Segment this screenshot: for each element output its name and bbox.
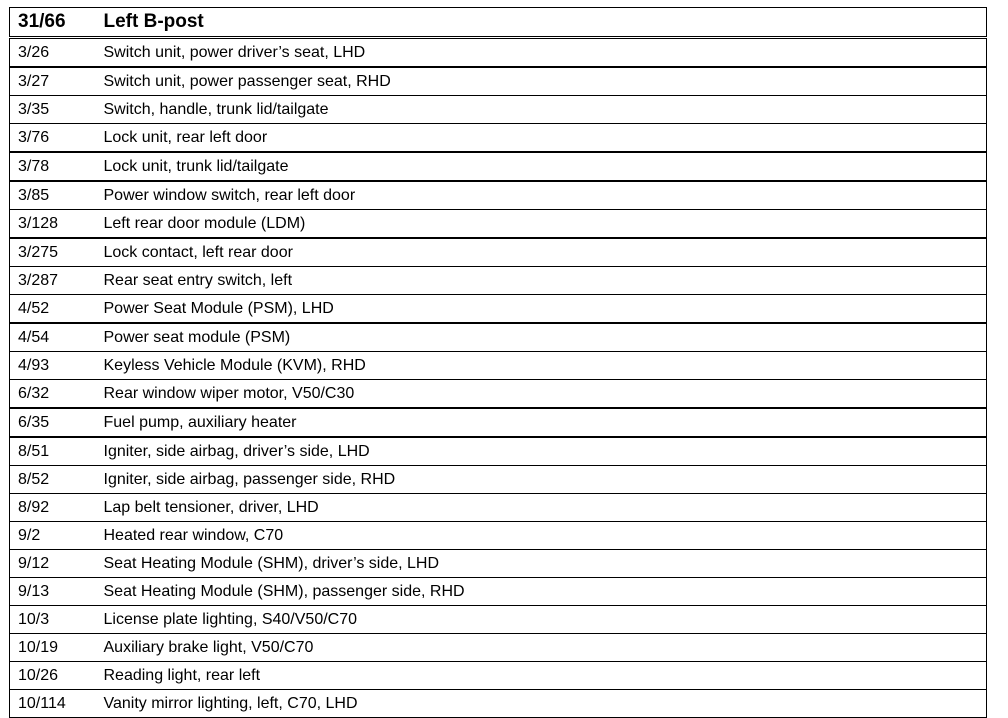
row-description: Left rear door module (LDM): [98, 210, 987, 239]
row-code: 8/52: [10, 466, 98, 494]
table-row: [10, 323, 987, 352]
row-description: Rear seat entry switch, left: [98, 267, 987, 295]
table-row: [10, 38, 987, 68]
row-description: Heated rear window, C70: [98, 522, 987, 550]
row-code: 9/2: [10, 522, 98, 550]
table-row: [10, 578, 987, 606]
component-table-sheet: [9, 7, 986, 718]
table-row: [10, 550, 987, 578]
table-row: [10, 690, 987, 718]
row-description: Switch unit, power passenger seat, RHD: [98, 67, 987, 96]
table-row: [10, 238, 987, 267]
row-code: 4/52: [10, 295, 98, 324]
header-title: Left B-post: [98, 8, 987, 38]
row-description: Power Seat Module (PSM), LHD: [98, 295, 987, 324]
row-description: Switch unit, power driver’s seat, LHD: [98, 38, 987, 68]
table-row: [10, 634, 987, 662]
table-row: [10, 124, 987, 153]
row-code: 4/54: [10, 323, 98, 352]
row-description: Lock unit, trunk lid/tailgate: [98, 152, 987, 181]
table-row: [10, 67, 987, 96]
row-code: 10/26: [10, 662, 98, 690]
table-row: [10, 466, 987, 494]
table-row: [10, 380, 987, 409]
table-row: [10, 494, 987, 522]
header-code: 31/66: [10, 8, 98, 38]
row-description: Lap belt tensioner, driver, LHD: [98, 494, 987, 522]
table-row: [10, 408, 987, 437]
table-row: [10, 522, 987, 550]
row-description: Power seat module (PSM): [98, 323, 987, 352]
row-code: 3/26: [10, 38, 98, 68]
table-header-row: [10, 8, 987, 38]
row-code: 3/76: [10, 124, 98, 153]
row-code: 10/3: [10, 606, 98, 634]
table-row: [10, 606, 987, 634]
table-row: [10, 181, 987, 210]
row-code: 10/19: [10, 634, 98, 662]
table-row: [10, 210, 987, 239]
row-description: Keyless Vehicle Module (KVM), RHD: [98, 352, 987, 380]
row-code: 8/51: [10, 437, 98, 466]
table-row: [10, 437, 987, 466]
row-description: Auxiliary brake light, V50/C70: [98, 634, 987, 662]
row-code: 3/27: [10, 67, 98, 96]
row-code: 4/93: [10, 352, 98, 380]
row-code: 3/275: [10, 238, 98, 267]
row-code: 3/35: [10, 96, 98, 124]
row-description: Igniter, side airbag, driver’s side, LHD: [98, 437, 987, 466]
table-row: [10, 662, 987, 690]
row-description: Rear window wiper motor, V50/C30: [98, 380, 987, 409]
row-code: 9/12: [10, 550, 98, 578]
row-code: 3/78: [10, 152, 98, 181]
row-description: Vanity mirror lighting, left, C70, LHD: [98, 690, 987, 718]
component-table: [9, 7, 987, 718]
table-row: [10, 96, 987, 124]
table-row: [10, 295, 987, 324]
row-code: 9/13: [10, 578, 98, 606]
row-code: 3/287: [10, 267, 98, 295]
row-description: Lock contact, left rear door: [98, 238, 987, 267]
table-row: [10, 152, 987, 181]
row-description: Igniter, side airbag, passenger side, RHD: [98, 466, 987, 494]
row-description: Seat Heating Module (SHM), passenger side, RHD: [98, 578, 987, 606]
row-description: Reading light, rear left: [98, 662, 987, 690]
row-description: Seat Heating Module (SHM), driver’s side, LHD: [98, 550, 987, 578]
table-row: [10, 352, 987, 380]
row-code: 8/92: [10, 494, 98, 522]
row-description: Lock unit, rear left door: [98, 124, 987, 153]
row-code: 10/114: [10, 690, 98, 718]
row-description: License plate lighting, S40/V50/C70: [98, 606, 987, 634]
row-description: Fuel pump, auxiliary heater: [98, 408, 987, 437]
row-code: 3/85: [10, 181, 98, 210]
row-code: 6/32: [10, 380, 98, 409]
row-code: 6/35: [10, 408, 98, 437]
table-row: [10, 267, 987, 295]
row-description: Switch, handle, trunk lid/tailgate: [98, 96, 987, 124]
row-code: 3/128: [10, 210, 98, 239]
row-description: Power window switch, rear left door: [98, 181, 987, 210]
